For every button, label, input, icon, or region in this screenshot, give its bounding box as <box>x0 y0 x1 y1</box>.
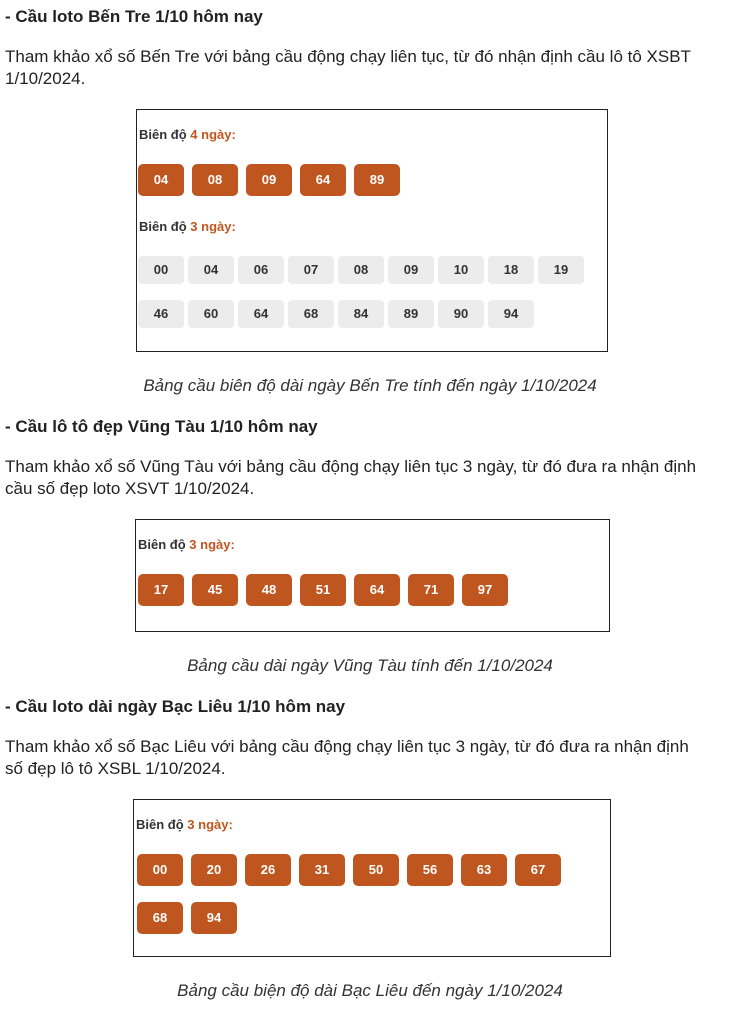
section-heading-bac-lieu: - Cầu loto dài ngày Bạc Liêu 1/10 hôm nay <box>5 697 346 716</box>
number-chip[interactable]: 19 <box>538 256 584 284</box>
number-chip[interactable]: 06 <box>238 256 284 284</box>
paragraph-line: Tham khảo xổ số Bạc Liêu với bảng cầu động chạy liên tục 3 ngày, từ đó đưa ra nhận định <box>5 737 689 756</box>
section-paragraph-ben-tre <box>5 46 740 90</box>
table-caption-ben-tre: Bảng cầu biên độ dài ngày Bến Tre tính đến ngày 1/10/2024 <box>143 376 597 395</box>
number-chip[interactable]: 56 <box>407 854 453 886</box>
range-label <box>139 219 236 234</box>
number-chip[interactable]: 45 <box>192 574 238 606</box>
section-paragraph-vung-tau <box>5 456 740 500</box>
number-chip[interactable]: 68 <box>288 300 334 328</box>
number-chip[interactable]: 31 <box>299 854 345 886</box>
number-chip[interactable]: 09 <box>246 164 292 196</box>
number-chip[interactable]: 04 <box>138 164 184 196</box>
loto-table-ben-tre <box>136 109 608 352</box>
number-chip[interactable]: 89 <box>354 164 400 196</box>
range-label-prefix: Biên độ <box>136 817 188 832</box>
number-chip[interactable]: 97 <box>462 574 508 606</box>
number-chip[interactable]: 94 <box>191 902 237 934</box>
range-label-prefix: Biên độ <box>139 219 191 234</box>
number-chip[interactable]: 48 <box>246 574 292 606</box>
number-chip[interactable]: 64 <box>238 300 284 328</box>
number-chip[interactable]: 00 <box>138 256 184 284</box>
paragraph-line: 1/10/2024. <box>5 69 86 88</box>
number-chip[interactable]: 09 <box>388 256 434 284</box>
paragraph-line: số đẹp lô tô XSBL 1/10/2024. <box>5 759 226 778</box>
number-chip[interactable]: 04 <box>188 256 234 284</box>
range-label-days: 3 ngày: <box>187 817 233 832</box>
number-chip[interactable]: 08 <box>338 256 384 284</box>
number-chip[interactable]: 63 <box>461 854 507 886</box>
range-label-days: 3 ngày: <box>190 219 236 234</box>
table-caption-vung-tau: Bảng cầu dài ngày Vũng Tàu tính đến 1/10/2024 <box>187 656 553 675</box>
range-label-prefix: Biên độ <box>138 537 190 552</box>
loto-table-bac-lieu <box>133 799 611 957</box>
number-chip[interactable]: 07 <box>288 256 334 284</box>
range-label <box>139 127 236 142</box>
range-label-days: 4 ngày: <box>190 127 236 142</box>
number-chip[interactable]: 90 <box>438 300 484 328</box>
number-chip[interactable]: 89 <box>388 300 434 328</box>
number-chip[interactable]: 51 <box>300 574 346 606</box>
number-chip[interactable]: 00 <box>137 854 183 886</box>
paragraph-line: Tham khảo xổ số Bến Tre với bảng cầu động chạy liên tục, từ đó nhận định cầu lô tô XSBT <box>5 47 691 66</box>
number-chip[interactable]: 67 <box>515 854 561 886</box>
table-caption-bac-lieu: Bảng cầu biện độ dài Bạc Liêu đến ngày 1/10/2024 <box>177 981 563 1000</box>
number-chip[interactable]: 50 <box>353 854 399 886</box>
number-chip[interactable]: 08 <box>192 164 238 196</box>
number-chip[interactable]: 18 <box>488 256 534 284</box>
number-chip[interactable]: 17 <box>138 574 184 606</box>
range-label-days: 3 ngày: <box>189 537 235 552</box>
section-heading-vung-tau: - Cầu lô tô đẹp Vũng Tàu 1/10 hôm nay <box>5 417 318 436</box>
range-label <box>138 537 235 552</box>
number-chip[interactable]: 64 <box>300 164 346 196</box>
number-chip[interactable]: 26 <box>245 854 291 886</box>
paragraph-line: Tham khảo xổ số Vũng Tàu với bảng cầu động chạy liên tục 3 ngày, từ đó đưa ra nhận định <box>5 457 697 476</box>
section-paragraph-bac-lieu <box>5 736 740 780</box>
loto-table-vung-tau <box>135 519 610 632</box>
number-chip[interactable]: 20 <box>191 854 237 886</box>
section-heading-ben-tre: - Cầu loto Bến Tre 1/10 hôm nay <box>5 7 263 26</box>
range-label-prefix: Biên độ <box>139 127 191 142</box>
range-label <box>136 817 233 832</box>
number-chip[interactable]: 64 <box>354 574 400 606</box>
number-chip[interactable]: 84 <box>338 300 384 328</box>
number-chip[interactable]: 10 <box>438 256 484 284</box>
paragraph-line: cầu số đẹp loto XSVT 1/10/2024. <box>5 479 255 498</box>
number-chip[interactable]: 71 <box>408 574 454 606</box>
number-chip[interactable]: 94 <box>488 300 534 328</box>
number-chip[interactable]: 46 <box>138 300 184 328</box>
number-chip[interactable]: 60 <box>188 300 234 328</box>
number-chip[interactable]: 68 <box>137 902 183 934</box>
